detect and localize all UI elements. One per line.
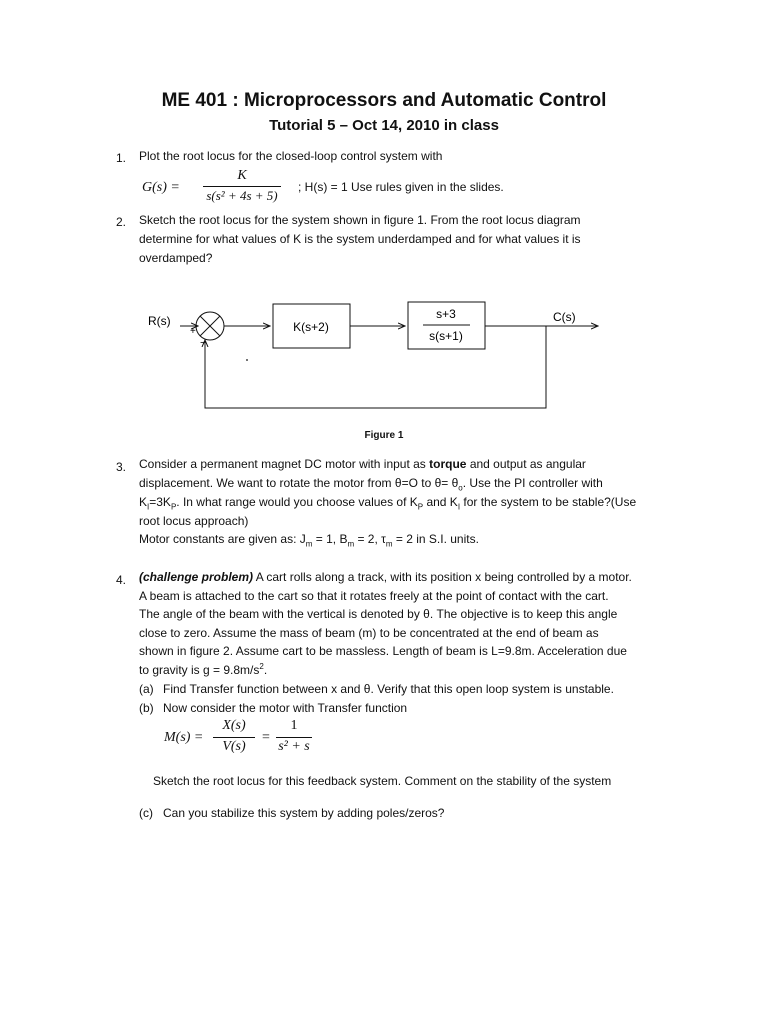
- q4-part-a: Find Transfer function between x and θ. Verify that this open loop system is unstable.: [163, 682, 614, 696]
- q4-line5: shown in figure 2. Assume cart to be massless. Length of beam is L=9.8m. Acceleration due: [139, 644, 627, 658]
- input-label: R(s): [148, 314, 171, 328]
- page-title: ME 401 : Microprocessors and Automatic Control: [161, 90, 607, 111]
- q4-part-b-label: (b): [139, 701, 154, 715]
- q4-line6: to gravity is $g = 9.8m/s^2$.: [139, 662, 268, 677]
- q4-part-b: Now consider the motor with Transfer function: [163, 701, 408, 715]
- q1-text: Plot the root locus for the closed-loop control system with: [139, 149, 443, 163]
- q4-line4: close to zero. Assume the mass of beam (m) to be concentrated at the end of beam as: [139, 626, 599, 640]
- q4-eq-num2: 1: [290, 718, 298, 733]
- plant-numerator: s+3: [436, 307, 456, 321]
- q4-line2: A beam is attached to the cart so that it rotates freely at the point of contact with the cart.: [139, 589, 609, 603]
- q4-eq-bar2: [276, 737, 312, 738]
- plus-sign: +: [190, 326, 196, 337]
- q1-eq-numerator: K: [237, 168, 247, 183]
- q4-part-c-label: (c): [139, 806, 153, 820]
- controller-block-label: K(s+2): [293, 320, 329, 334]
- output-label: C(s): [553, 310, 576, 324]
- q4-eq-den2: s² + s: [278, 739, 310, 754]
- q4-line1: (challenge problem) A cart rolls along a track, with its position x being controlled by a motor.: [139, 570, 632, 584]
- q4-eq-bar1: [213, 737, 255, 738]
- q1-eq-note: ; H(s) = 1 Use rules given in the slides.: [298, 180, 504, 194]
- q2-line3: overdamped?: [139, 251, 213, 265]
- q3-number: 3.: [116, 460, 127, 474]
- plant-denominator: s(s+1): [429, 329, 463, 343]
- q2-line2: determine for what values of K is the system underdamped and for what values it is: [139, 232, 581, 246]
- q3-line4: root locus approach): [139, 514, 249, 528]
- q4-eq-den1: V(s): [222, 739, 246, 754]
- feedback-path: [205, 326, 546, 408]
- q2-line1: Sketch the root locus for the system shown in figure 1. From the root locus diagram: [139, 213, 581, 227]
- q3-line3: $K_I=3K_P$. In what range would you choose values of $K_P$ and $K_I$ for the system to be stable?(Use: [139, 495, 637, 512]
- q4-number: 4.: [116, 573, 127, 587]
- q3-line1: Consider a permanent magnet DC motor with input as torque and output as angular: [139, 457, 586, 471]
- minus-sign: −: [200, 337, 207, 349]
- q4-part-c: Can you stabilize this system by adding poles/zeros?: [163, 806, 445, 820]
- q4-part-a-label: (a): [139, 682, 154, 696]
- q4-eq-lhs: M(s) =: [164, 730, 204, 745]
- figure1-block-diagram: [140, 296, 610, 421]
- page-subtitle: Tutorial 5 – Oct 14, 2010 in class: [269, 117, 499, 134]
- q1-eq-denominator: s(s² + 4s + 5): [206, 188, 278, 203]
- q1-fraction-bar: [203, 186, 281, 187]
- q4-eq-num1: X(s): [222, 718, 246, 733]
- q1-number: 1.: [116, 151, 127, 165]
- q2-number: 2.: [116, 215, 127, 229]
- q3-line2: displacement. We want to rotate the motor from θ=O to $\theta= \theta_o$. Use the PI controller with: [139, 476, 603, 493]
- q4-eq-equals: =: [262, 730, 270, 745]
- q3-motor-constants: Motor constants are given as: $J_m = 1$, $B_m = 2$, $\tau_m = 2$ in S.I. units.: [139, 532, 479, 549]
- q4-line3: The angle of the beam with the vertical is denoted by θ. The objective is to keep this angle: [139, 607, 618, 621]
- q4-sketch-instruction: Sketch the root locus for this feedback system. Comment on the stability of the system: [153, 774, 612, 788]
- q1-eq-lhs: G(s) =: [142, 180, 180, 195]
- figure1-caption: Figure 1: [364, 430, 404, 441]
